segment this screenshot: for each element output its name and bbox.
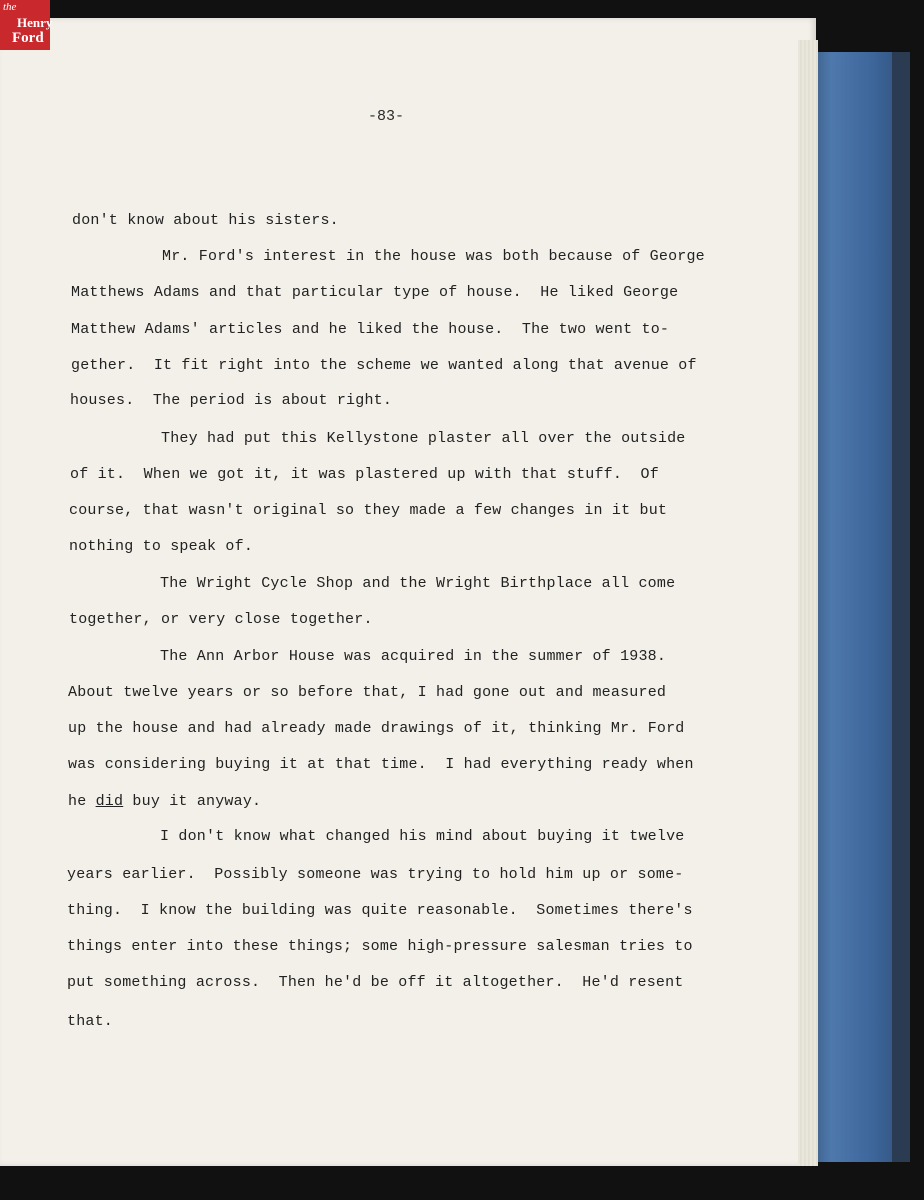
text-line: About twelve years or so before that, I had gone out and measured <box>68 684 667 701</box>
text-line: that. <box>67 1013 114 1030</box>
text-line <box>68 793 261 810</box>
underlined-word: did <box>95 793 124 810</box>
text-line: things enter into these things; some high-pressure salesman tries to <box>67 938 693 955</box>
text-line: don't know about his sisters. <box>72 212 339 229</box>
book-cover-edge <box>892 52 910 1162</box>
text-line: together, or very close together. <box>69 611 373 628</box>
text-line: The Ann Arbor House was acquired in the summer of 1938. <box>160 648 667 665</box>
text-segment: he <box>68 793 96 810</box>
text-line: thing. I know the building was quite reasonable. Sometimes there's <box>67 902 693 919</box>
text-line: nothing to speak of. <box>69 538 254 555</box>
text-line: Matthews Adams and that particular type of house. He liked George <box>71 284 679 301</box>
text-line: of it. When we got it, it was plastered up with that stuff. Of <box>70 466 659 483</box>
logo-henry: Henry <box>17 15 53 30</box>
text-line: course, that wasn't original so they made a few changes in it but <box>69 502 668 519</box>
text-segment: buy it anyway. <box>123 793 262 810</box>
text-line: houses. The period is about right. <box>70 392 393 409</box>
text-line: put something across. Then he'd be off it altogether. He'd resent <box>67 974 684 991</box>
logo-the: the <box>3 1 17 13</box>
page-number: -83- <box>368 108 405 125</box>
text-line: years earlier. Possibly someone was trying to hold him up or some- <box>67 866 684 883</box>
text-line: I don't know what changed his mind about buying it twelve <box>160 828 685 845</box>
logo-ford: Ford <box>12 30 44 46</box>
text-line: They had put this Kellystone plaster all over the outside <box>161 430 686 447</box>
text-line: up the house and had already made drawings of it, thinking Mr. Ford <box>68 720 685 737</box>
text-line: Mr. Ford's interest in the house was both because of George <box>162 248 705 265</box>
text-line: was considering buying it at that time. I had everything ready when <box>68 756 694 773</box>
text-line: Matthew Adams' articles and he liked the house. The two went to- <box>71 321 670 338</box>
text-line: gether. It fit right into the scheme we wanted along that avenue of <box>71 357 697 374</box>
text-line: The Wright Cycle Shop and the Wright Birthplace all come <box>160 575 676 592</box>
